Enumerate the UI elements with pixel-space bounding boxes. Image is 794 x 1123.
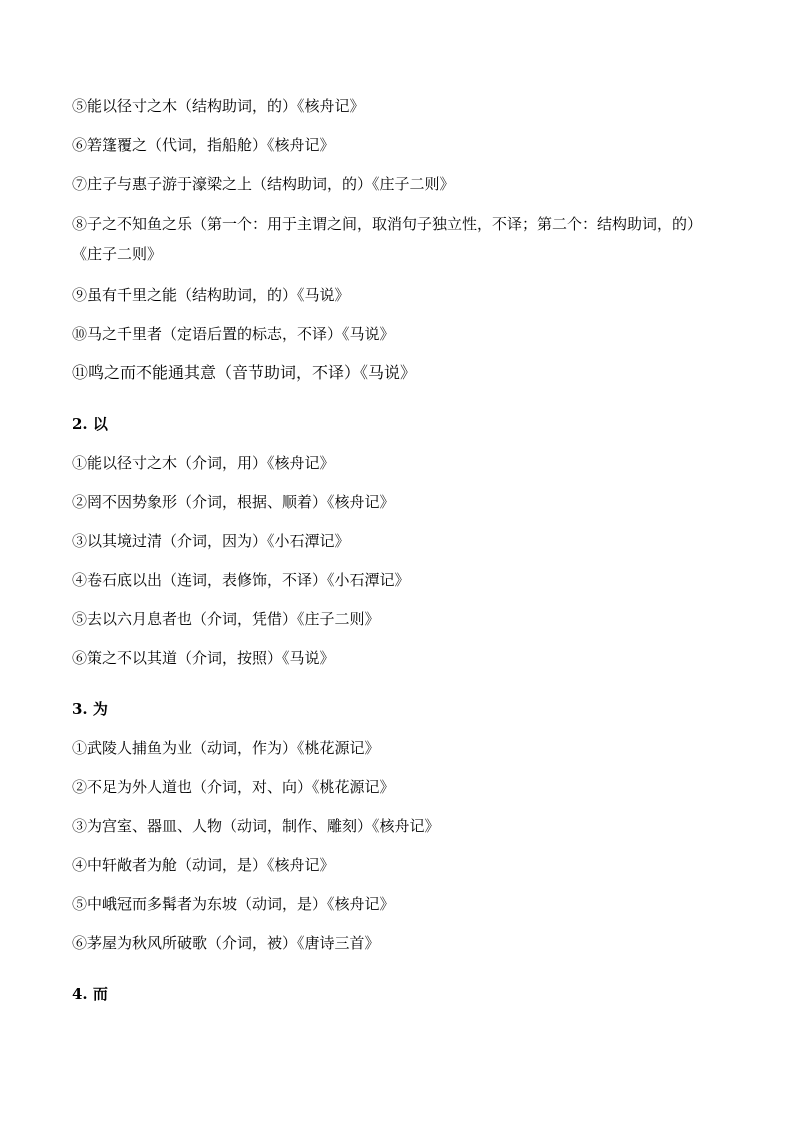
list-item: ⑤去以六月息者也（介词，凭借）《庄子二则》 bbox=[72, 610, 380, 628]
list-item: ⑥茅屋为秋风所破歌（介词，被）《唐诗三首》 bbox=[72, 934, 380, 952]
list-item: ⑦庄子与惠子游于濠梁之上（结构助词，的）《庄子二则》 bbox=[72, 175, 455, 193]
list-item: ①能以径寸之木（介词，用）《核舟记》 bbox=[72, 454, 335, 472]
section-heading-wei: 3. 为 bbox=[72, 700, 108, 718]
list-item: ④卷石底以出（连词，表修饰，不译）《小石潭记》 bbox=[72, 571, 410, 589]
list-item: ⑪鸣之而不能通其意（音节助词，不译）《马说》 bbox=[72, 363, 417, 382]
list-item: ⑩马之千里者（定语后置的标志，不译）《马说》 bbox=[72, 325, 395, 343]
list-item: ⑥箬篷覆之（代词，指船舱）《核舟记》 bbox=[72, 136, 335, 154]
list-item: ⑥策之不以其道（介词，按照）《马说》 bbox=[72, 649, 335, 667]
list-item: ⑨虽有千里之能（结构助词，的）《马说》 bbox=[72, 286, 350, 304]
list-item: ③以其境过清（介词，因为）《小石潭记》 bbox=[72, 532, 350, 550]
list-item: ⑤能以径寸之木（结构助词，的）《核舟记》 bbox=[72, 97, 365, 115]
list-item: ②罔不因势象形（介词，根据、顺着）《核舟记》 bbox=[72, 493, 395, 511]
list-item: ⑤中峨冠而多髯者为东坡（动词，是）《核舟记》 bbox=[72, 895, 395, 913]
list-item: ⑧子之不知鱼之乐（第一个：用于主谓之间，取消句子独立性，不译；第二个：结构助词，的）《庄子二则》 bbox=[72, 215, 703, 263]
section-heading-yi: 2. 以 bbox=[72, 415, 108, 433]
section-heading-er: 4. 而 bbox=[72, 985, 108, 1003]
list-item: ④中轩敞者为舱（动词，是）《核舟记》 bbox=[72, 856, 335, 874]
list-item: ②不足为外人道也（介词，对、向）《桃花源记》 bbox=[72, 778, 395, 796]
list-item: ①武陵人捕鱼为业（动词，作为）《桃花源记》 bbox=[72, 739, 380, 757]
list-item: ③为宫室、器皿、人物（动词，制作、雕刻）《核舟记》 bbox=[72, 817, 440, 835]
